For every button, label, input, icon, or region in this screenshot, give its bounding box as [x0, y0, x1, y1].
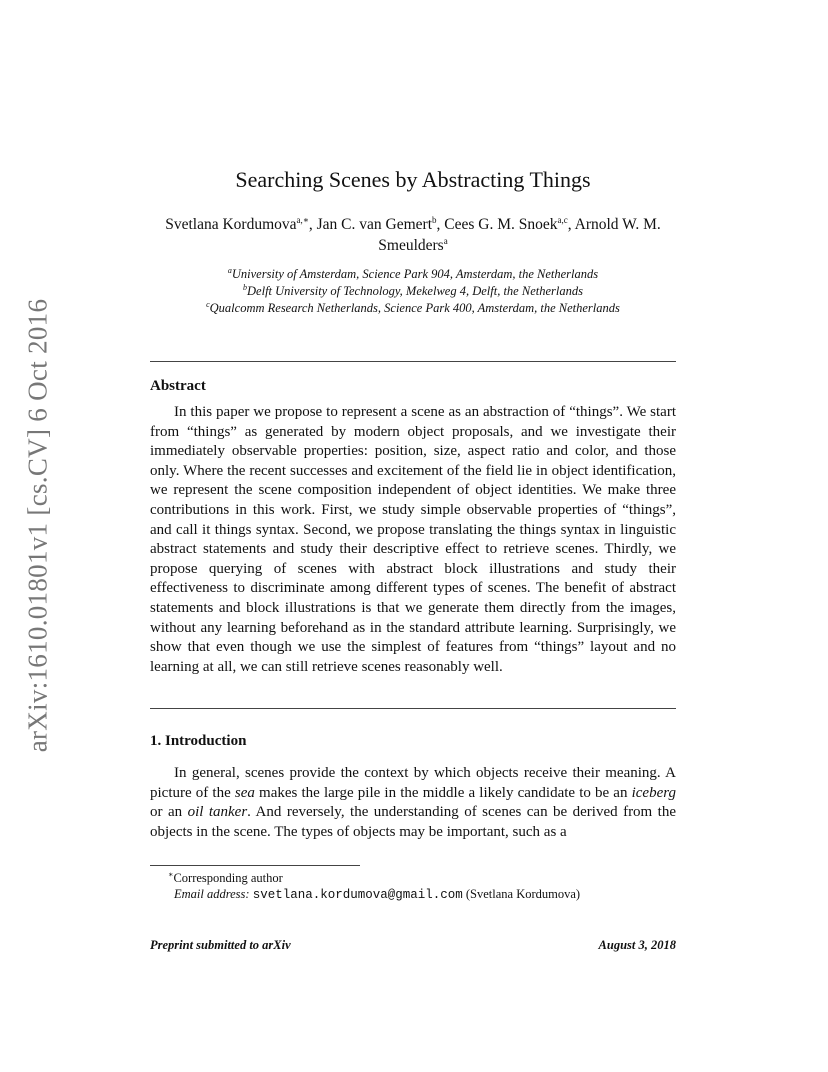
footnote-corresponding-text: Corresponding author [173, 871, 283, 885]
arxiv-stamp-text: arXiv:1610.01801v1 [cs.CV] 6 Oct 2016 [22, 298, 53, 752]
email-label: Email address: [174, 887, 250, 901]
author-list [150, 214, 676, 256]
affiliation-mark: b [243, 283, 248, 292]
abstract-bottom-rule [150, 708, 676, 709]
affiliation-mark: c [206, 300, 210, 309]
paper-title: Searching Scenes by Abstracting Things [235, 167, 591, 192]
author-affil-mark: a [443, 236, 448, 246]
author-name: Jan C. van Gemert [316, 216, 432, 233]
footnote-marker: ∗ [168, 870, 174, 879]
intro-text-segment: . And reversely, the understanding of scenes can be derived from the objects in the scene. The types of objects may be important, such as a [150, 804, 677, 840]
intro-emphasis-segment: iceberg [631, 784, 677, 801]
footer-date: August 3, 2018 [598, 938, 676, 952]
footnote-corresponding [150, 870, 676, 887]
author-separator: , [436, 216, 445, 233]
footer-preprint-note: Preprint submitted to arXiv [150, 938, 291, 952]
email-owner: (Svetlana Kordumova) [465, 887, 581, 901]
author-name: Svetlana Kordumova [165, 216, 297, 233]
affiliation-list [150, 266, 676, 317]
intro-text-segment: In general, scenes provide the context by which objects receive their meaning. A picture of the [150, 765, 676, 801]
author-affil-mark: a,c [557, 215, 568, 225]
footnote-email [150, 886, 676, 904]
author-affil-mark: a,∗ [296, 215, 309, 225]
affiliation-text: University of Amsterdam, Science Park 904, Amsterdam, the Netherlands [231, 267, 599, 281]
author-separator: , [567, 216, 575, 233]
introduction-heading: 1. Introduction [150, 733, 247, 749]
email-address: svetlana.kordumova@gmail.com [252, 888, 463, 902]
footnote-rule [150, 865, 360, 866]
affiliation-line [150, 283, 676, 300]
affiliation-text: Delft University of Technology, Mekelweg 4, Delft, the Netherlands [247, 284, 583, 298]
author-affil-mark: b [432, 215, 437, 225]
affiliation-text: Qualcomm Research Netherlands, Science Park 400, Amsterdam, the Netherlands [209, 301, 620, 315]
affiliation-mark: a [227, 266, 232, 275]
abstract-top-rule [150, 361, 676, 362]
abstract-body: In this paper we propose to represent a scene as an abstraction of “things”. We start from “things” as generated by modern object proposals, and we investigate their immediately observable properties: position, size, aspect ratio and color, and those only. Where the recent successes and excitement of the field lie in object identification, we represent the scene composition independent of object identities. We make three contributions in this work. First, we study simple observable properties of “things”, and call it things syntax. Second, we propose translating the things syntax in linguistic abstract statements and study their descriptive effect to retrieve scenes. Thirdly, we propose querying of scenes with abstract block illustrations and study their effectiveness to discriminate among different types of scenes. The benefit of abstract statements and block illustrations is that we generate them directly from the images, without any learning beforehand as in the standard attribute learning. Surprisingly, we show that even though we use the simplest of features from “things” layout and no learning at all, we can still retrieve scenes reasonably well. [150, 404, 676, 675]
intro-emphasis-segment: sea [234, 784, 255, 801]
author-name: Arnold W. M. Smeulders [378, 216, 661, 254]
intro-text-segment: or an [150, 804, 188, 821]
intro-emphasis-segment: oil tanker [187, 804, 248, 821]
affiliation-line [150, 300, 676, 317]
arxiv-stamp [18, 295, 58, 755]
abstract-heading: Abstract [150, 378, 206, 394]
intro-text-segment: makes the large pile in the middle a likely candidate to be an [254, 784, 632, 801]
page-footer [150, 938, 676, 953]
author-name: Cees G. M. Snoek [444, 216, 558, 233]
introduction-body [150, 764, 676, 842]
author-separator: , [308, 216, 317, 233]
affiliation-line [150, 266, 676, 283]
